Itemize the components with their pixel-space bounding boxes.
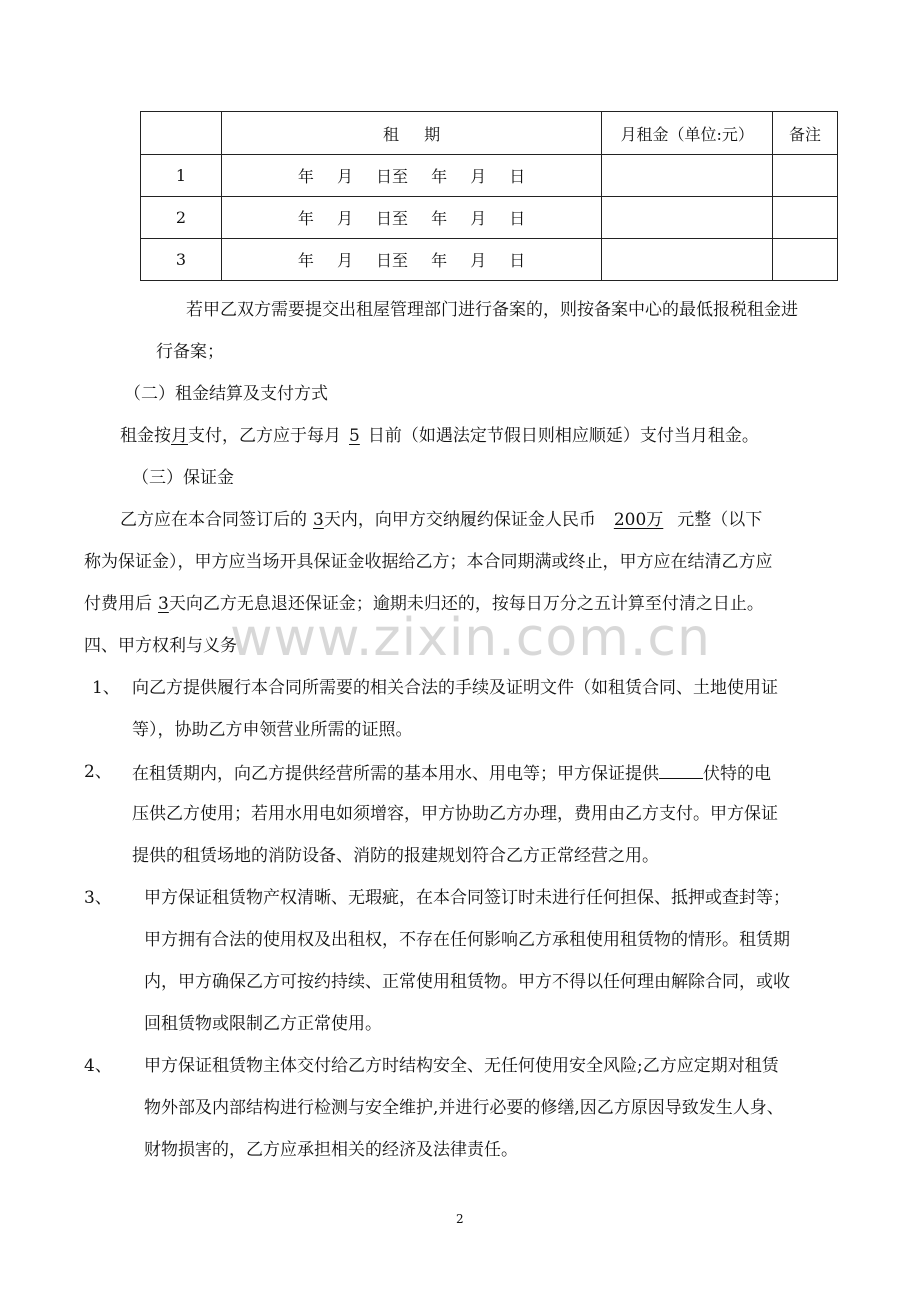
payment-paragraph [120, 428, 759, 445]
row-note [773, 239, 838, 281]
deposit-text: 天内，向甲方交纳履约保证金人民币 [323, 510, 596, 530]
header-cell-rent: 月租金（单位:元） [602, 112, 773, 155]
voltage-blank [659, 764, 703, 779]
table-row [141, 197, 838, 239]
deposit-paragraph-line-2: 称为保证金），甲方应当场开具保证金收据给乙方；本合同期满或终止，甲方应在结清乙方应 [84, 552, 773, 572]
deposit-refund-days-value: 3 [158, 594, 169, 614]
header-cell-period: 租 期 [221, 112, 601, 155]
header-cell-number [141, 112, 222, 155]
deposit-paragraph-line-3 [84, 596, 764, 613]
section-3-title: （三）保证金 [132, 468, 234, 488]
item-4-line-2: 物外部及内部结构进行检测与安全维护,并进行必要的修缮,因乙方原因导致发生人身、 [144, 1098, 784, 1118]
deposit-text: 付费用后 [84, 594, 152, 614]
table-header-row [141, 112, 838, 155]
item-2-text: 伏特的电 [703, 764, 771, 784]
watermark: www.zixin.com.cn [230, 608, 711, 668]
item-1-line-1: 向乙方提供履行本合同所需要的相关合法的手续及证明文件（如租赁合同、土地使用证 [132, 678, 778, 698]
payment-text: 日前（如遇法定节假日则相应顺延）支付当月租金。 [367, 426, 759, 446]
table-row [141, 239, 838, 281]
item-2-line-2: 压供乙方使用；若用水用电如须增容，甲方协助乙方办理，费用由乙方支付。甲方保证 [132, 804, 778, 824]
row-rent [602, 197, 773, 239]
item-3-line-3: 内，甲方确保乙方可按约持续、正常使用租赁物。甲方不得以任何理由解除合同，或收 [144, 972, 790, 992]
row-rent [602, 239, 773, 281]
payment-text: 租金按 [120, 426, 171, 446]
section-4-title: 四、甲方权利与义务 [84, 636, 237, 656]
item-2-line-1 [132, 764, 771, 783]
deposit-text: 元整（以下 [677, 510, 763, 530]
row-period: 年 月 日至 年 月 日 [221, 239, 601, 281]
table-row [141, 155, 838, 197]
payment-text: 支付，乙方应于每月 [188, 426, 341, 446]
row-note [773, 155, 838, 197]
payment-cycle-value: 月 [171, 426, 188, 446]
row-period: 年 月 日至 年 月 日 [221, 155, 601, 197]
item-2-line-3: 提供的租赁场地的消防设备、消防的报建规划符合乙方正常经营之用。 [132, 846, 659, 866]
item-3-line-2: 甲方拥有合法的使用权及出租权，不存在任何影响乙方承租使用租赁物的情形。租赁期 [144, 930, 790, 950]
item-4-line-3: 财物损害的，乙方应承担相关的经济及法律责任。 [144, 1140, 518, 1160]
item-1-line-2: 等），协助乙方申领营业所需的证照。 [132, 720, 413, 740]
item-4-number: 4、 [84, 1056, 112, 1076]
rent-period-table [140, 111, 838, 281]
deposit-amount-value: 200万 [613, 510, 664, 530]
item-2-text: 在租赁期内，向乙方提供经营所需的基本用水、用电等；甲方保证提供 [132, 764, 659, 784]
row-number: 1 [141, 155, 222, 197]
deposit-text: 乙方应在本合同签订后的 [120, 510, 307, 530]
deposit-days-value: 3 [313, 510, 324, 530]
item-3-line-4: 回租赁物或限制乙方正常使用。 [144, 1014, 382, 1034]
section-2-title: （二）租金结算及支付方式 [124, 384, 328, 404]
filing-paragraph-line-1: 若甲乙双方需要提交出租屋管理部门进行备案的，则按备案中心的最低报税租金进 [186, 300, 798, 320]
page-number: 2 [456, 1212, 464, 1226]
row-number: 3 [141, 239, 222, 281]
item-2-number: 2、 [84, 762, 112, 782]
row-period: 年 月 日至 年 月 日 [221, 197, 601, 239]
deposit-text: 天向乙方无息退还保证金；逾期未归还的，按每日万分之五计算至付清之日止。 [168, 594, 764, 614]
header-cell-note: 备注 [773, 112, 838, 155]
row-number: 2 [141, 197, 222, 239]
row-note [773, 197, 838, 239]
row-rent [602, 155, 773, 197]
payment-day-value: 5 [349, 426, 360, 446]
item-1-number: 1、 [92, 678, 120, 698]
item-3-line-1: 甲方保证租赁物产权清晰、无瑕疵，在本合同签订时未进行任何担保、抵押或查封等； [144, 888, 790, 908]
item-3-number: 3、 [84, 888, 112, 908]
item-4-line-1: 甲方保证租赁物主体交付给乙方时结构安全、无任何使用安全风险;乙方应定期对租赁 [144, 1056, 779, 1076]
filing-paragraph-line-2: 行备案； [156, 342, 224, 362]
deposit-paragraph-line-1 [120, 512, 762, 529]
